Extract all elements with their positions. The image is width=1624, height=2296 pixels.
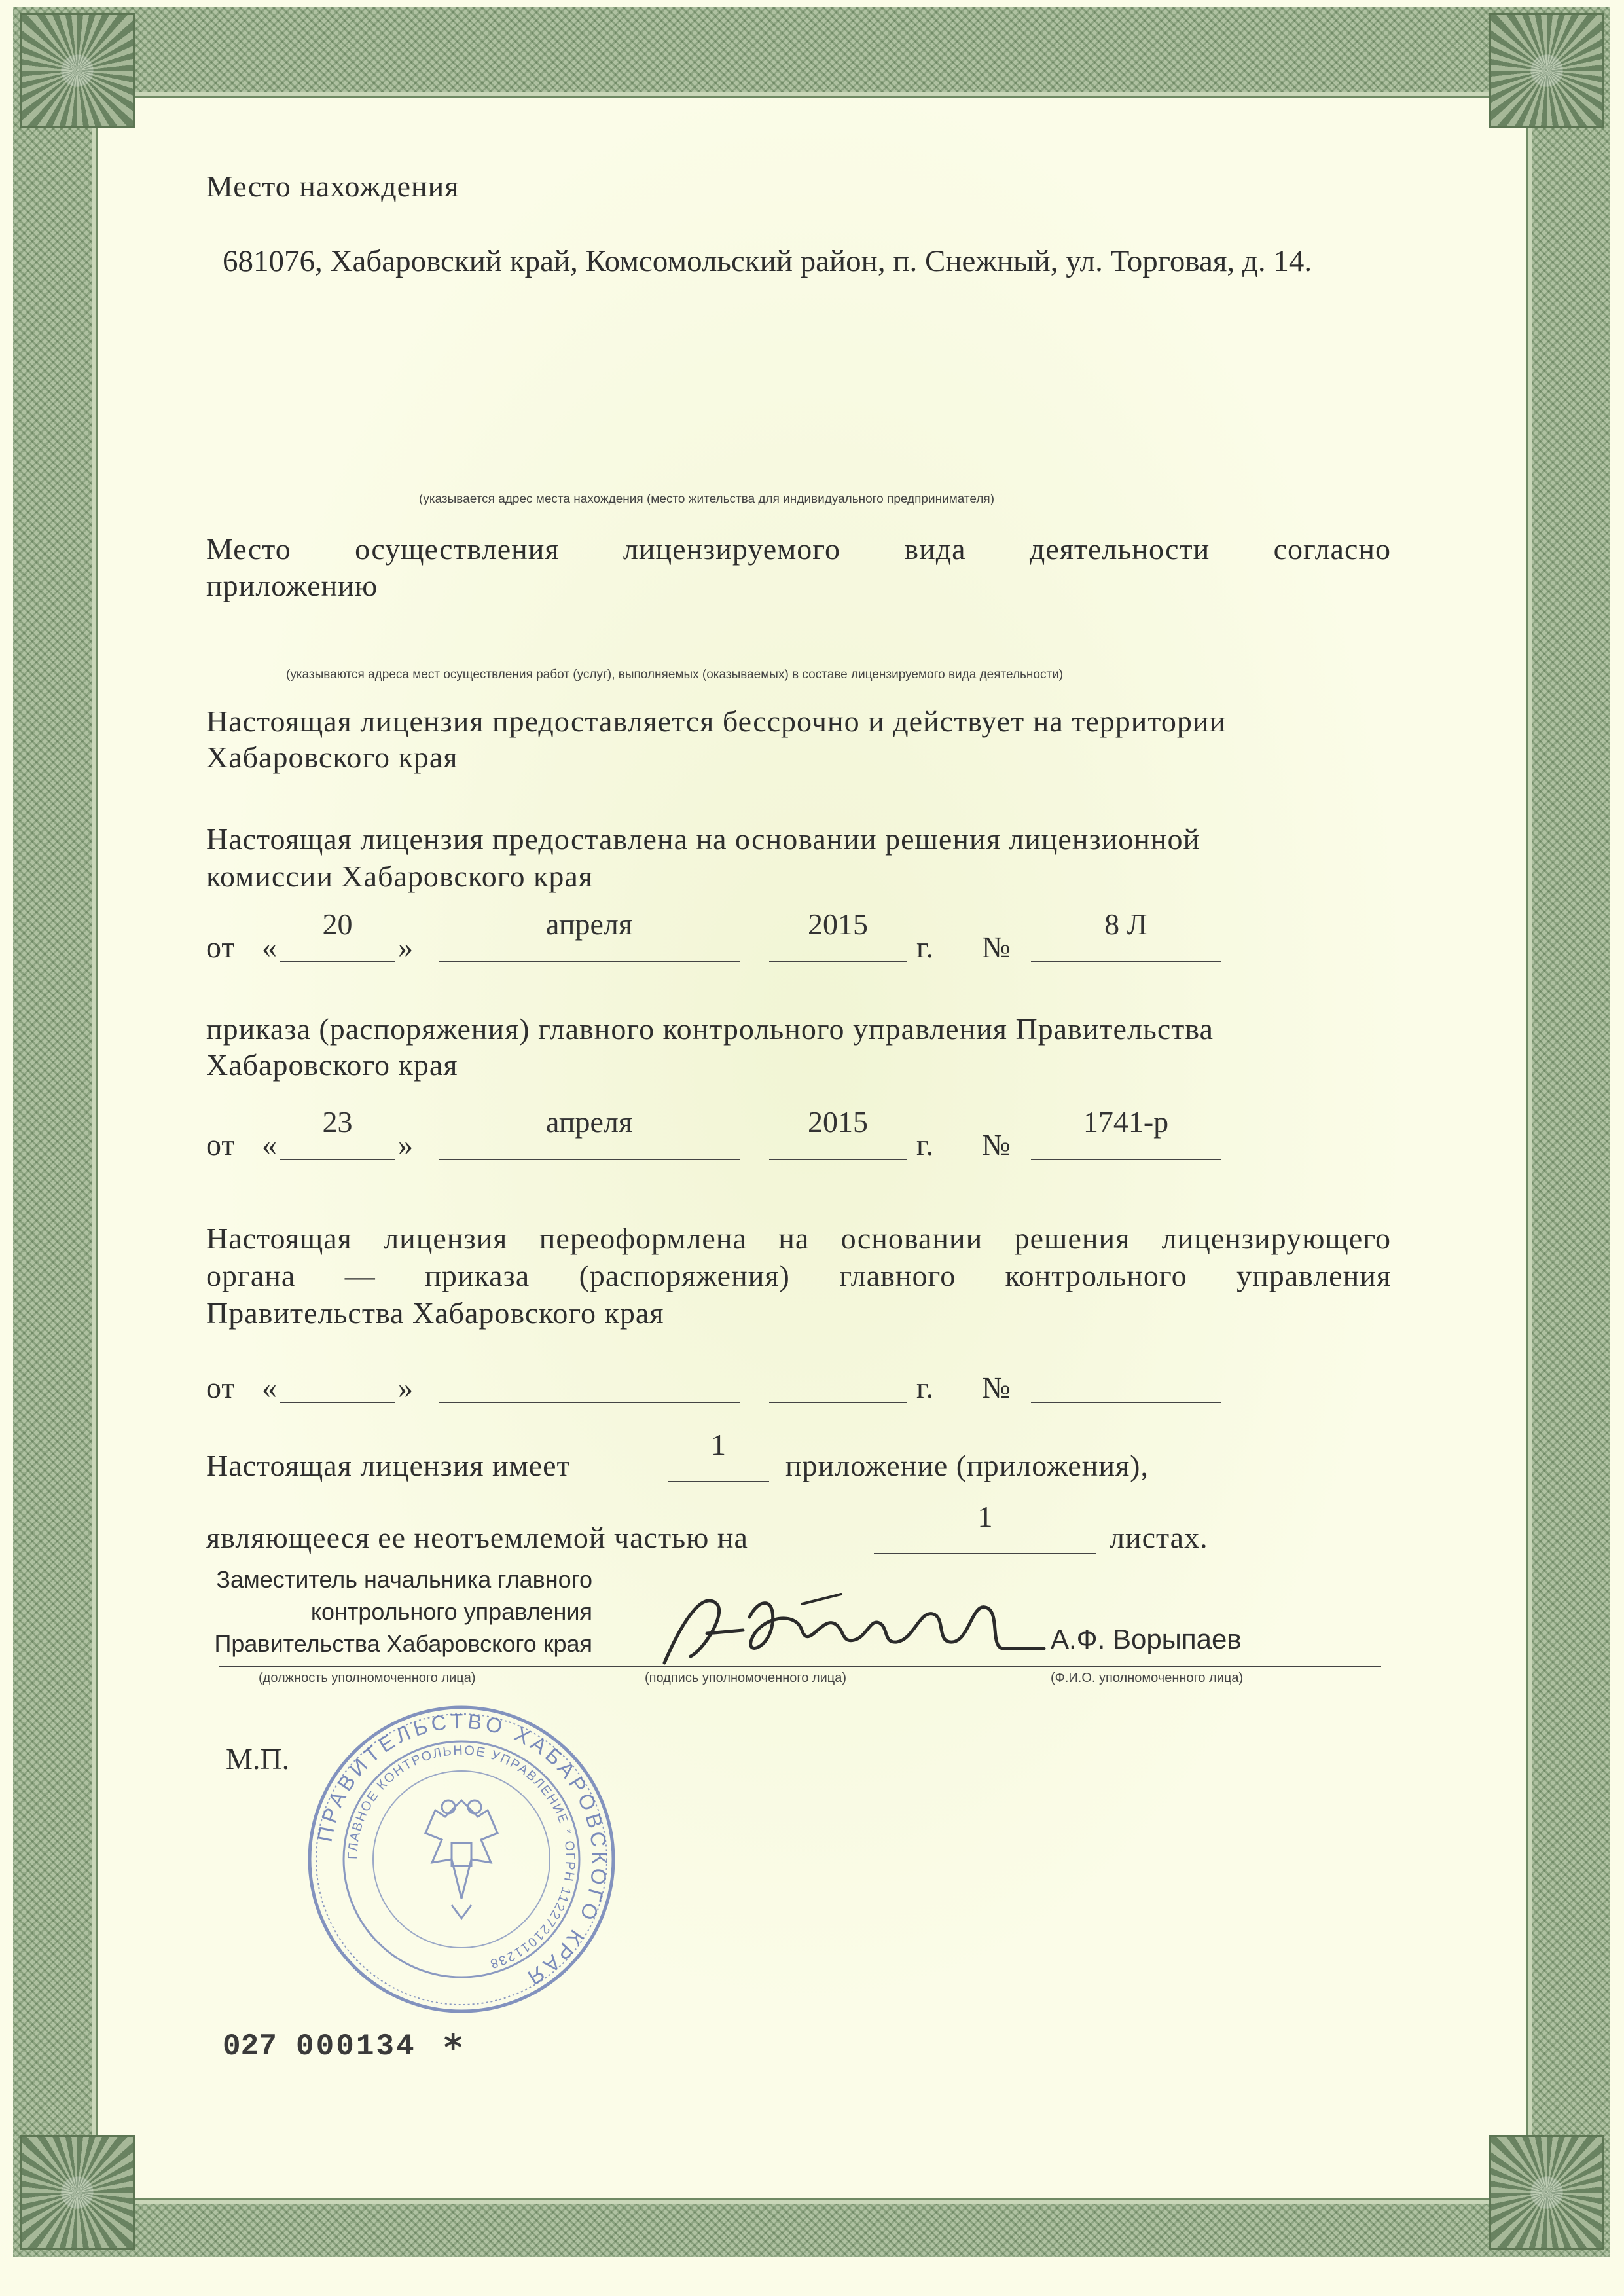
stamp-inner-text: ГЛАВНОЕ КОНТРОЛЬНОЕ УПРАВЛЕНИЕ * ОГРН 1122721011238 bbox=[345, 1743, 578, 1972]
ot-label: от bbox=[206, 1371, 236, 1404]
number-sign: № bbox=[982, 930, 1011, 964]
official-seal-stamp bbox=[304, 1702, 619, 2016]
ot-label: от bbox=[206, 930, 236, 964]
address-value: 681076, Хабаровский край, Комсомольский район, п. Снежный, ул. Торговая, д. 14. bbox=[223, 244, 1312, 278]
order-day: 23 bbox=[322, 1105, 353, 1139]
quote-open: « bbox=[262, 1128, 278, 1161]
number-line bbox=[1031, 1402, 1221, 1403]
appendix-line2-prefix: являющееся ее неотъемлемой частью на bbox=[206, 1521, 748, 1554]
corner-ornament-top-right bbox=[1489, 13, 1604, 128]
year-line bbox=[769, 1159, 907, 1160]
eagle-emblem-icon bbox=[425, 1800, 497, 1918]
activity-heading-line1: Место осуществления лицензируемого вида деятельности согласно bbox=[206, 532, 1391, 566]
location-label: Место нахождения bbox=[206, 170, 460, 203]
quote-close: » bbox=[398, 1128, 414, 1161]
address-caption: (указывается адрес места нахождения (место жительства для индивидуального предпринимателя) bbox=[419, 492, 995, 506]
day-line bbox=[280, 961, 395, 962]
number-line bbox=[1031, 961, 1221, 962]
day-line bbox=[280, 1402, 395, 1403]
signature-caption: (подпись уполномоченного лица) bbox=[645, 1671, 846, 1685]
quote-open: « bbox=[262, 930, 278, 964]
order-line1: приказа (распоряжения) главного контрольного управления Правительства bbox=[206, 1012, 1214, 1046]
corner-ornament-bottom-right bbox=[1489, 2135, 1604, 2250]
appendix-line2-suffix: листах. bbox=[1110, 1521, 1208, 1554]
serial-series: 027 bbox=[223, 2030, 277, 2064]
g-label: г. bbox=[916, 930, 935, 964]
seal-place-label: М.П. bbox=[226, 1742, 290, 1776]
term-line2: Хабаровского края bbox=[206, 740, 458, 774]
number-sign: № bbox=[982, 1371, 1011, 1404]
basis-line1: Настоящая лицензия предоставлена на основании решения лицензионной bbox=[206, 822, 1200, 856]
corner-ornament-top-left bbox=[20, 13, 135, 128]
appendix-prefix: Настоящая лицензия имеет bbox=[206, 1449, 571, 1482]
signatory-position-line1: Заместитель начальника главного bbox=[216, 1566, 592, 1593]
order-line2: Хабаровского края bbox=[206, 1048, 458, 1082]
signatory-position bbox=[187, 1563, 592, 1660]
reissue-line1: Настоящая лицензия переоформлена на основании решения лицензирующего bbox=[206, 1222, 1391, 1255]
name-caption: (Ф.И.О. уполномоченного лица) bbox=[1051, 1671, 1244, 1685]
g-label: г. bbox=[916, 1128, 935, 1161]
order-month: апреля bbox=[546, 1105, 632, 1139]
quote-open: « bbox=[262, 1371, 278, 1404]
term-line1: Настоящая лицензия предоставляется бессрочно и действует на территории bbox=[206, 704, 1227, 738]
quote-close: » bbox=[398, 1371, 414, 1404]
number-line bbox=[1031, 1159, 1221, 1160]
stamp-outer-text: ПРАВИТЕЛЬСТВО ХАБАРОВСКОГО КРАЯ bbox=[312, 1709, 612, 1992]
order-number: 1741-р bbox=[1083, 1105, 1169, 1139]
appendix-sheets-line bbox=[874, 1553, 1096, 1554]
appendix-count-line bbox=[668, 1481, 769, 1482]
month-line bbox=[439, 1402, 740, 1403]
serial-number: 000134 bbox=[296, 2030, 416, 2064]
name-line bbox=[962, 1666, 1381, 1667]
position-caption: (должность уполномоченного лица) bbox=[259, 1671, 476, 1685]
signatory-name: А.Ф. Ворыпаев bbox=[1051, 1624, 1242, 1654]
serial-mark-icon: * bbox=[444, 2027, 463, 2068]
svg-text:ГЛАВНОЕ КОНТРОЛЬНОЕ УПРАВЛЕНИЕ bbox=[346, 1743, 577, 1971]
day-line bbox=[280, 1159, 395, 1160]
basis-day: 20 bbox=[322, 907, 353, 941]
appendix-suffix: приложение (приложения), bbox=[785, 1449, 1149, 1482]
basis-line2: комиссии Хабаровского края bbox=[206, 860, 593, 893]
number-sign: № bbox=[982, 1128, 1011, 1161]
signatory-position-line2: контрольного управления bbox=[310, 1598, 592, 1625]
basis-month: апреля bbox=[546, 907, 632, 941]
year-line bbox=[769, 1402, 907, 1403]
signature bbox=[645, 1578, 1051, 1689]
year-line bbox=[769, 961, 907, 962]
g-label: г. bbox=[916, 1371, 935, 1404]
reissue-line2: органа — приказа (распоряжения) главного контрольного управления bbox=[206, 1259, 1391, 1292]
reissue-line3: Правительства Хабаровского края bbox=[206, 1296, 664, 1330]
activity-caption: (указываются адреса мест осуществления работ (услуг), выполняемых (оказываемых) в составе лицензируемого вида деятельности) bbox=[286, 668, 1064, 682]
order-year: 2015 bbox=[808, 1105, 868, 1139]
ot-label: от bbox=[206, 1128, 236, 1161]
month-line bbox=[439, 961, 740, 962]
appendix-count: 1 bbox=[711, 1428, 726, 1461]
activity-heading-line2: приложению bbox=[206, 569, 378, 602]
corner-ornament-bottom-left bbox=[20, 2135, 135, 2250]
basis-year: 2015 bbox=[808, 907, 868, 941]
month-line bbox=[439, 1159, 740, 1160]
position-line bbox=[219, 1666, 596, 1667]
quote-close: » bbox=[398, 930, 414, 964]
appendix-sheets: 1 bbox=[977, 1500, 993, 1533]
signatory-position-line3: Правительства Хабаровского края bbox=[214, 1630, 592, 1657]
basis-number: 8 Л bbox=[1104, 907, 1147, 941]
